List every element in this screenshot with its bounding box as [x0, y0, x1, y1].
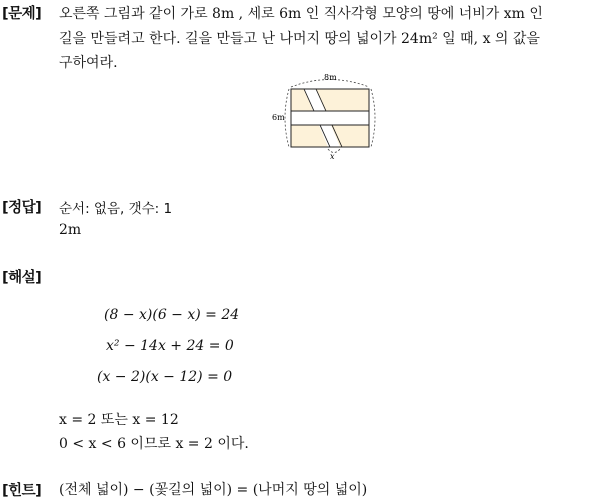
answer-value: 2m: [59, 222, 82, 238]
problem-line-2: 길을 만들려고 한다. 길을 만들고 난 나머지 땅의 넓이가 24m² 일 때, x 의 값을: [59, 31, 540, 47]
explanation-tag: [해설]: [2, 270, 42, 286]
equation-1: (8 − x)(6 − x) = 24: [104, 307, 240, 323]
equation-2: x² − 14x + 24 = 0: [106, 338, 234, 354]
width-label: 8m: [324, 73, 337, 82]
explanation-line-2: 0 < x < 6 이므로 x = 2 이다.: [59, 436, 249, 452]
land-region: [291, 89, 369, 111]
answer-info: 순서: 없음, 갯수: 1: [59, 201, 173, 217]
answer-tag: [정답]: [2, 200, 42, 216]
equation-3: (x − 2)(x − 12) = 0: [97, 369, 233, 385]
land-figure: [268, 70, 388, 162]
road-width-label: x: [330, 152, 335, 161]
hint-tag: [힌트]: [2, 483, 42, 499]
problem-tag: [문제]: [2, 6, 42, 22]
hint-text: (전체 넓이) − (꽃길의 넓이) = (나머지 땅의 넓이): [59, 482, 368, 498]
problem-line-3: 구하여라.: [59, 55, 118, 71]
height-label: 6m: [272, 113, 285, 122]
explanation-line-1: x = 2 또는 x = 12: [59, 412, 179, 428]
problem-line-1: 오른쪽 그림과 같이 가로 8m , 세로 6m 인 직사각형 모양의 땅에 너비가 xm 인: [59, 6, 543, 22]
